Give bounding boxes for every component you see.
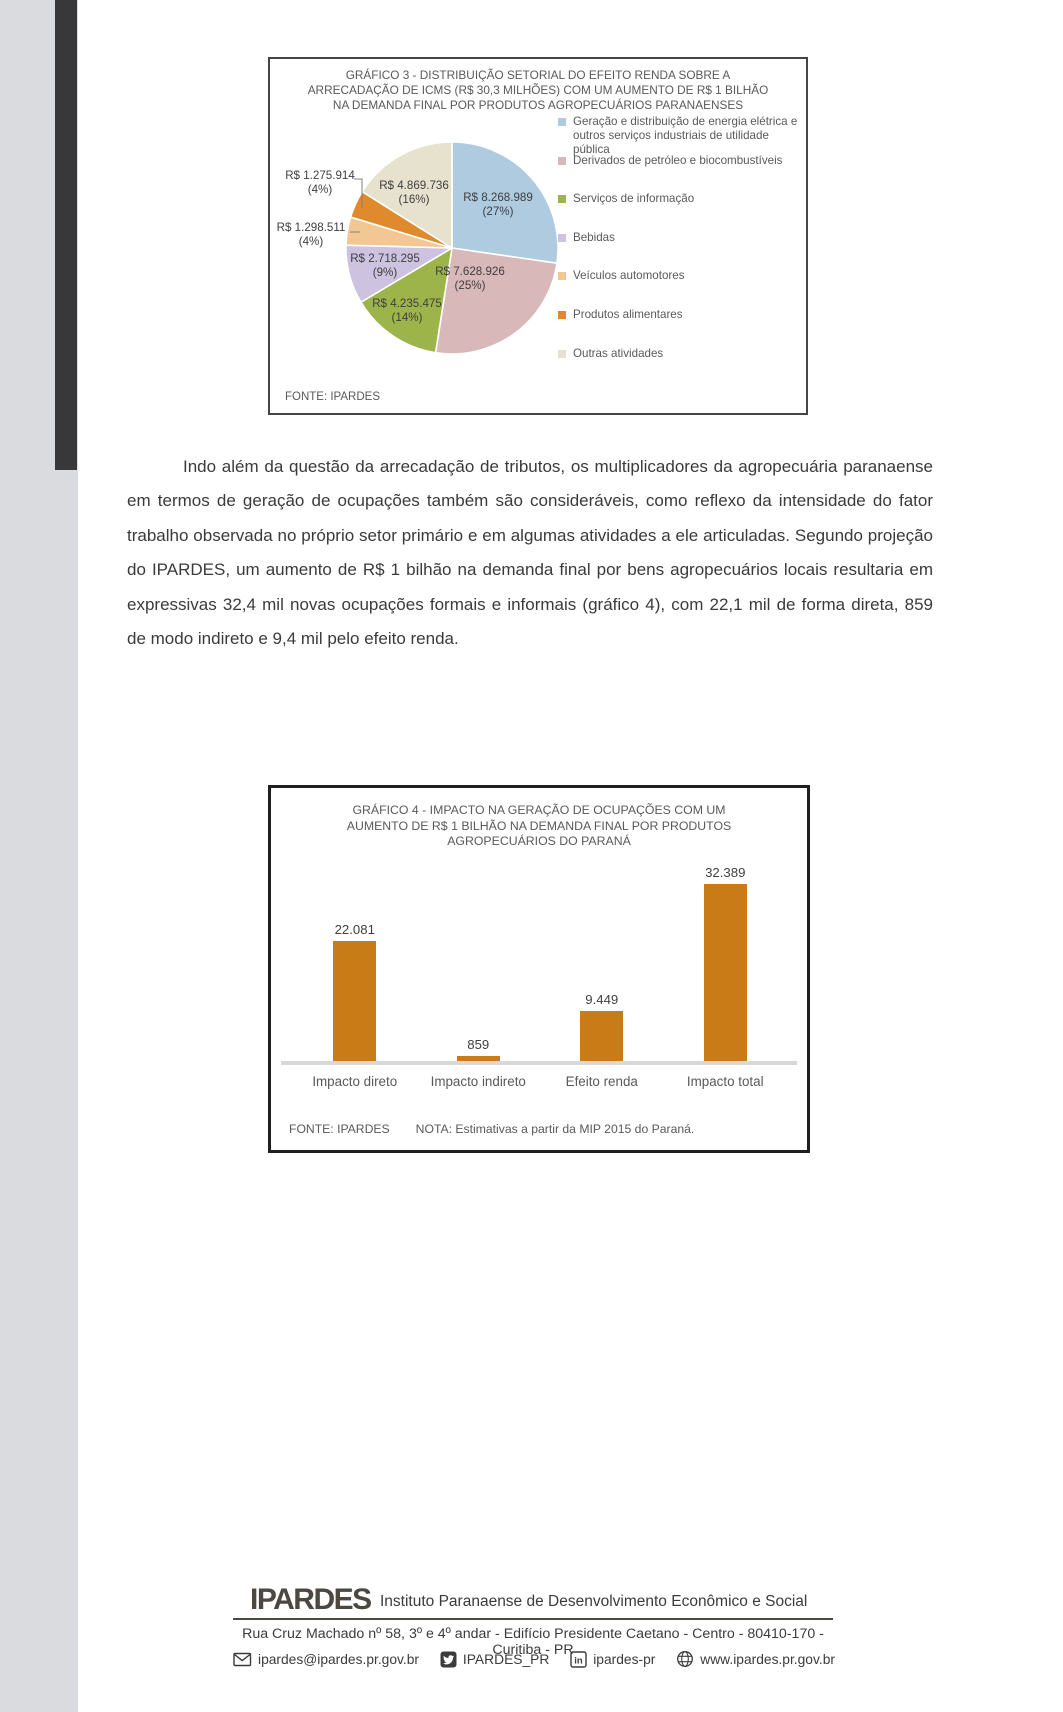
pie-pct: (14%) xyxy=(391,310,423,324)
bar-value: 32.389 xyxy=(705,865,746,880)
legend-item xyxy=(558,308,804,347)
category-label: Impacto indireto xyxy=(430,1074,526,1089)
category-label: Impacto direto xyxy=(312,1074,398,1089)
pie-label-outras xyxy=(366,179,462,206)
footer-contacts xyxy=(233,1650,835,1668)
pie-label-bebidas xyxy=(337,252,433,279)
scrollbar-thumb[interactable] xyxy=(55,0,77,470)
pie-label-informacao xyxy=(359,297,455,324)
pie-pct: (4%) xyxy=(307,182,333,196)
email-contact[interactable] xyxy=(233,1652,419,1667)
legend-item xyxy=(558,154,804,193)
pie-pct: (27%) xyxy=(482,204,514,218)
email-text: ipardes@ipardes.pr.gov.br xyxy=(258,1651,420,1667)
grafico-3-source: FONTE: IPARDES xyxy=(285,391,380,403)
grafico-4-title: GRÁFICO 4 - IMPACTO NA GERAÇÃO DE OCUPAÇÕES COM UM AUMENTO DE R$ 1 BILHÃO NA DEMANDA FINAL POR PRODUTOS AGROPECUÁRIOS DO PARANÁ xyxy=(346,803,732,848)
category-label: Impacto total xyxy=(686,1074,764,1089)
pie-value: R$ 1.298.511 xyxy=(276,221,346,234)
bar xyxy=(333,941,376,1063)
legend-label: Veículos automotores xyxy=(573,269,685,283)
pie-pct: (9%) xyxy=(372,265,398,279)
legend-item xyxy=(558,347,804,386)
pie-value: R$ 1.275.914 xyxy=(285,169,355,182)
grafico-3-panel xyxy=(268,57,808,415)
legend-swatch xyxy=(558,272,566,280)
pie-value: R$ 4.869.736 xyxy=(379,179,449,192)
pie-pct: (4%) xyxy=(298,234,324,248)
nota-text: NOTA: Estimativas a partir da MIP 2015 do Paraná. xyxy=(415,1122,695,1136)
legend-label: Serviços de informação xyxy=(573,192,695,206)
bar-value: 22.081 xyxy=(334,921,375,937)
pie-legend xyxy=(558,115,804,385)
twitter-icon xyxy=(440,1651,457,1668)
pie-label-alimentares xyxy=(276,169,364,196)
bar xyxy=(580,1011,623,1063)
bar-col-efeito-renda xyxy=(540,992,664,1063)
ipardes-logo: IPARDES xyxy=(250,1583,371,1616)
footer-address: Rua Cruz Machado nº 58, 3º e 4º andar - Edifício Presidente Caetano - Centro - 80410-170 - Curitiba - PR xyxy=(242,1626,824,1658)
svg-text:in: in xyxy=(574,1654,583,1666)
website-contact[interactable] xyxy=(676,1650,835,1668)
legend-item xyxy=(558,192,804,231)
pie-value: R$ 8.268.989 xyxy=(463,191,533,204)
pie-label-petroleo xyxy=(422,265,518,292)
bar-plot xyxy=(293,865,787,1063)
linkedin-icon xyxy=(570,1651,587,1668)
fonte-text: FONTE: IPARDES xyxy=(289,1122,390,1136)
email-icon xyxy=(233,1652,252,1667)
pie-label-energia xyxy=(450,191,546,218)
twitter-text: IPARDES_PR xyxy=(462,1651,550,1667)
twitter-contact[interactable] xyxy=(440,1651,549,1668)
legend-swatch xyxy=(558,350,566,358)
category-label: Efeito renda xyxy=(565,1074,638,1089)
pie-label-veiculos xyxy=(270,221,352,248)
legend-item xyxy=(558,269,804,308)
footer-divider xyxy=(233,1618,833,1620)
institute-name: Instituto Paranaense de Desenvolvimento Econômico e Social xyxy=(380,1593,808,1610)
legend-label: Geração e distribuição de energia elétrica e outros serviços industriais de utilidade pública xyxy=(573,115,798,156)
pie-pct: (16%) xyxy=(398,192,430,206)
legend-item xyxy=(558,115,804,154)
grafico-4-source xyxy=(289,1122,694,1136)
bar-col-impacto-total xyxy=(664,865,788,1063)
legend-label: Produtos alimentares xyxy=(573,307,683,321)
bar xyxy=(704,884,747,1063)
pie-chart xyxy=(332,128,572,368)
body-paragraph: Indo além da questão da arrecadação de tributos, os multiplicadores da agropecuária paranaense em termos de geração de ocupações também são consideráveis, como reflexo da intensidade do fator trabalho observada no próprio setor primário e em algumas atividades a ele articuladas. Segundo projeção do IPARDES, um aumento de R$ 1 bilhão na demanda final por bens agropecuários locais resultaria em expressivas 32,4 mil novas ocupações formais e informais (gráfico 4), com 22,1 mil de forma direta, 859 de modo indireto e 9,4 mil pelo efeito renda. xyxy=(127,457,933,649)
linkedin-contact[interactable] xyxy=(570,1651,655,1668)
pie-value: R$ 4.235.475 xyxy=(372,297,442,310)
pie-value: R$ 2.718.295 xyxy=(350,252,420,265)
grafico-3-title: GRÁFICO 3 - DISTRIBUIÇÃO SETORIAL DO EFEITO RENDA SOBRE A ARRECADAÇÃO DE ICMS (R$ 30,3 MILHÕES) COM UM AUMENTO DE R$ 1 BILHÃO NA DEMANDA FINAL POR PRODUTOS AGROPECUÁRIOS PARANAENSES xyxy=(307,68,769,112)
legend-swatch xyxy=(558,157,566,165)
legend-label: Derivados de petróleo e biocombustíveis xyxy=(573,153,783,167)
legend-label: Outras atividades xyxy=(573,346,664,360)
pie-pct: (25%) xyxy=(454,278,486,292)
pie-value: R$ 7.628.926 xyxy=(435,265,505,278)
website-text: www.ipardes.pr.gov.br xyxy=(700,1651,835,1667)
bar-col-impacto-direto xyxy=(293,922,417,1063)
legend-item xyxy=(558,231,804,270)
grafico-4-panel xyxy=(268,785,810,1153)
legend-swatch xyxy=(558,311,566,319)
linkedin-text: ipardes-pr xyxy=(593,1651,656,1667)
legend-swatch xyxy=(558,234,566,242)
bar-col-impacto-indireto xyxy=(417,1037,541,1063)
legend-swatch xyxy=(558,118,566,126)
bar-value: 859 xyxy=(467,1037,490,1052)
legend-label: Bebidas xyxy=(573,230,615,244)
x-axis-line xyxy=(281,1061,797,1065)
legend-swatch xyxy=(558,195,566,203)
bar-value: 9.449 xyxy=(585,991,619,1007)
globe-icon xyxy=(676,1650,694,1668)
bar-categories xyxy=(293,1074,787,1089)
